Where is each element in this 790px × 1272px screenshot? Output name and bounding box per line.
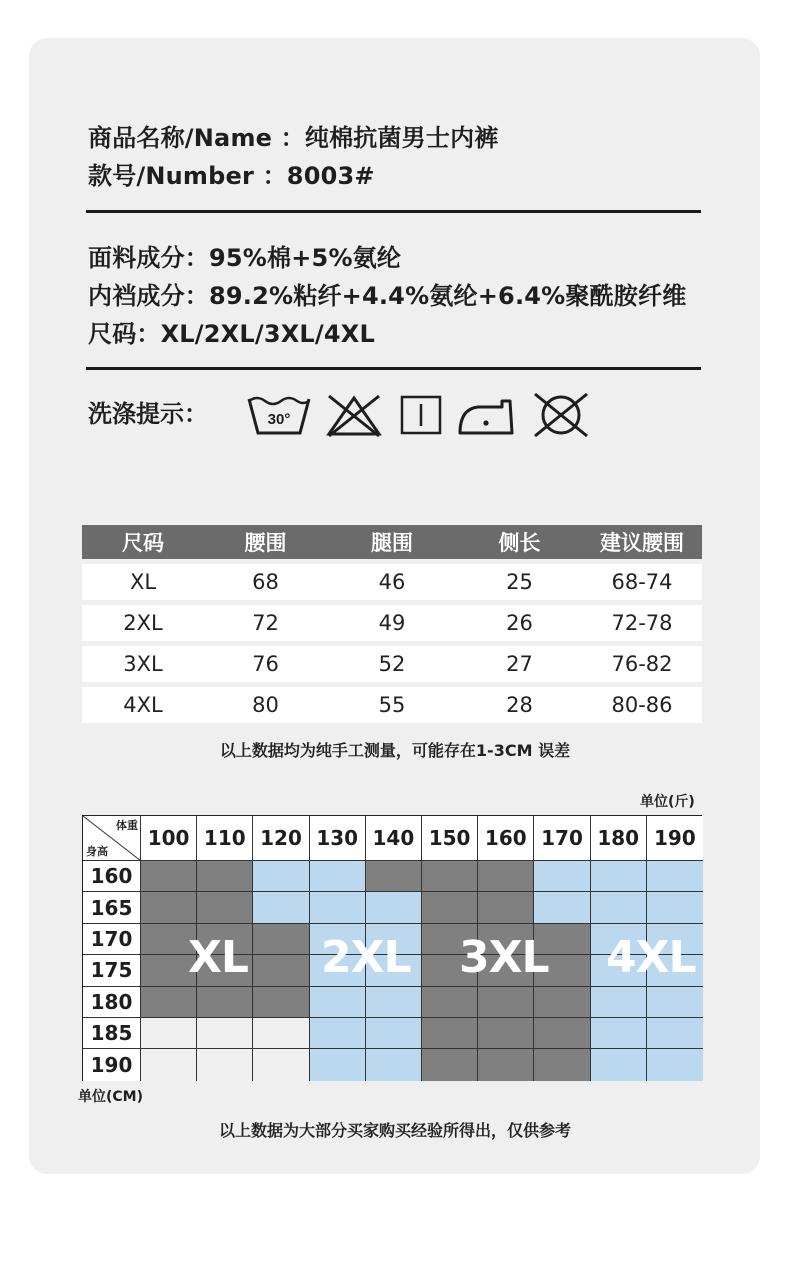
size-zone-label: 3XL <box>459 932 549 983</box>
height-row-header: 190 <box>83 1049 141 1080</box>
fit-cell <box>310 1018 366 1049</box>
fit-cell <box>197 1018 253 1049</box>
divider <box>86 367 701 370</box>
fit-cell <box>478 861 534 892</box>
weight-header-cell: 170 <box>534 816 590 861</box>
size-fit-chart <box>82 815 702 1081</box>
table-row <box>82 605 702 641</box>
fit-cell <box>534 1018 590 1049</box>
low-iron-icon <box>456 395 516 437</box>
table-cell: 27 <box>457 646 582 682</box>
table-cell: 46 <box>327 564 457 600</box>
fit-cell <box>141 987 197 1018</box>
table-cell: 2XL <box>82 605 204 641</box>
fit-cell <box>422 861 478 892</box>
fit-cell <box>253 987 309 1018</box>
table-row <box>82 564 702 600</box>
header-cell: 建议腰围 <box>582 525 702 559</box>
size-table <box>82 520 702 728</box>
weight-header-cell: 100 <box>141 816 197 861</box>
table-cell: 26 <box>457 605 582 641</box>
fit-cell <box>591 987 647 1018</box>
table-cell: 4XL <box>82 687 204 723</box>
chart-corner <box>83 816 141 861</box>
fit-cell <box>197 861 253 892</box>
reference-note: 以上数据为大部分买家购买经验所得出，仅供参考 <box>218 1121 571 1140</box>
fit-cell <box>141 892 197 923</box>
weight-header-cell: 180 <box>591 816 647 861</box>
header-cell: 侧长 <box>457 525 582 559</box>
weight-header-cell: 130 <box>310 816 366 861</box>
fit-cell <box>647 987 703 1018</box>
wash-30-icon <box>246 393 312 437</box>
fit-cell <box>141 1018 197 1049</box>
table-cell: 52 <box>327 646 457 682</box>
fit-cell <box>534 987 590 1018</box>
product-name: 商品名称/Name ：纯棉抗菌男士内裤 <box>88 124 499 152</box>
product-number: 款号/Number ：8003# <box>88 162 375 190</box>
table-cell: 76-82 <box>582 646 702 682</box>
weight-header-cell: 160 <box>478 816 534 861</box>
height-row-header: 160 <box>83 861 141 892</box>
table-cell: 25 <box>457 564 582 600</box>
fit-cell <box>253 955 309 986</box>
fabric-composition: 面料成分：95%棉+5%氨纶 <box>88 244 402 272</box>
weight-header-cell: 150 <box>422 816 478 861</box>
fit-cell <box>197 1049 253 1080</box>
fit-cell <box>591 892 647 923</box>
table-cell: 72-78 <box>582 605 702 641</box>
table-cell: 72 <box>204 605 327 641</box>
fit-cell <box>366 892 422 923</box>
corner-weight-label: 体重 <box>116 819 138 832</box>
measurement-note: 以上数据均为纯手工测量，可能存在1-3CM 误差 <box>219 741 571 760</box>
fit-cell <box>310 861 366 892</box>
fit-cell <box>253 924 309 955</box>
weight-header-cell: 110 <box>197 816 253 861</box>
fit-cell <box>422 1018 478 1049</box>
fit-cell <box>647 1049 703 1080</box>
no-dry-clean-icon <box>530 390 592 440</box>
height-row-header: 185 <box>83 1018 141 1049</box>
size-zone-label: XL <box>188 932 248 983</box>
table-cell: 76 <box>204 646 327 682</box>
wash-temp: 30° <box>267 411 291 428</box>
header-cell: 尺码 <box>82 525 204 559</box>
fit-cell <box>591 1018 647 1049</box>
care-label: 洗涤提示： <box>88 400 208 428</box>
height-row-header: 165 <box>83 892 141 923</box>
fit-cell <box>366 1018 422 1049</box>
table-cell: 55 <box>327 687 457 723</box>
table-cell: 80-86 <box>582 687 702 723</box>
fit-cell <box>478 892 534 923</box>
fit-cell <box>591 861 647 892</box>
fit-cell <box>197 892 253 923</box>
weight-header-cell: 190 <box>647 816 703 861</box>
divider <box>86 210 701 213</box>
fit-cell <box>366 987 422 1018</box>
line-dry-icon <box>400 395 442 435</box>
fit-cell <box>478 987 534 1018</box>
fit-cell <box>310 987 366 1018</box>
crotch-composition: 内裆成分：89.2%粘纤+4.4%氨纶+6.4%聚酰胺纤维 <box>88 282 687 310</box>
table-row <box>82 646 702 682</box>
fit-cell <box>422 892 478 923</box>
weight-header-cell: 140 <box>366 816 422 861</box>
no-bleach-icon <box>323 392 385 438</box>
weight-unit-label: 单位(斤) <box>640 794 695 810</box>
size-zone-label: 4XL <box>606 932 696 983</box>
height-row-header: 180 <box>83 987 141 1018</box>
table-row <box>82 687 702 723</box>
fit-cell <box>534 861 590 892</box>
size-zone-label: 2XL <box>321 932 411 983</box>
fit-cell <box>478 1049 534 1080</box>
fit-cell <box>591 1049 647 1080</box>
fit-cell <box>422 1049 478 1080</box>
table-cell: 68-74 <box>582 564 702 600</box>
height-row-header: 170 <box>83 924 141 955</box>
fit-cell <box>197 987 253 1018</box>
header-cell: 腿围 <box>327 525 457 559</box>
height-unit-label: 单位(CM) <box>78 1089 144 1105</box>
table-cell: 68 <box>204 564 327 600</box>
fit-cell <box>366 861 422 892</box>
fit-cell <box>422 987 478 1018</box>
weight-header-cell: 120 <box>253 816 309 861</box>
fit-cell <box>366 1049 422 1080</box>
fit-cell <box>478 1018 534 1049</box>
fit-cell <box>647 1018 703 1049</box>
table-cell: 80 <box>204 687 327 723</box>
size-list: 尺码：XL/2XL/3XL/4XL <box>88 320 375 348</box>
height-row-header: 175 <box>83 955 141 986</box>
fit-cell <box>141 1049 197 1080</box>
table-cell: 49 <box>327 605 457 641</box>
header-cell: 腰围 <box>204 525 327 559</box>
fit-cell <box>253 1049 309 1080</box>
fit-cell <box>253 861 309 892</box>
table-cell: 28 <box>457 687 582 723</box>
fit-cell <box>310 1049 366 1080</box>
size-table-header <box>82 525 702 559</box>
table-cell: 3XL <box>82 646 204 682</box>
fit-cell <box>647 861 703 892</box>
fit-cell <box>647 892 703 923</box>
corner-height-label: 身高 <box>86 845 108 858</box>
fit-cell <box>253 892 309 923</box>
fit-cell <box>534 1049 590 1080</box>
fit-cell <box>141 861 197 892</box>
table-cell: XL <box>82 564 204 600</box>
fit-cell <box>253 1018 309 1049</box>
fit-cell <box>310 892 366 923</box>
fit-cell <box>534 892 590 923</box>
